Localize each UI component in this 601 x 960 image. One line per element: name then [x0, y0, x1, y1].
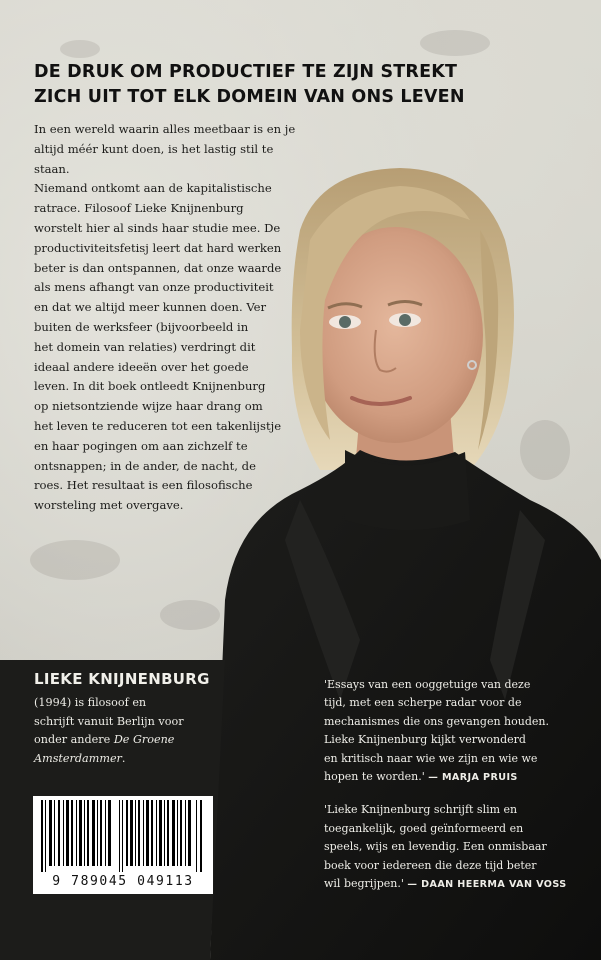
description-line: roes. Het resultaat is een filosofische: [34, 478, 253, 493]
publication-name: Amsterdammer: [34, 751, 122, 765]
quote-line: en kritisch naar wie we zijn en wie we: [324, 751, 538, 765]
quote-line: Lieke Knijnenburg kijkt verwonderd: [324, 733, 526, 747]
author-bio-line: [34, 731, 239, 750]
description-line: buiten de werksfeer (bijvoorbeeld in: [34, 319, 249, 334]
quote-attribution: — DAAN HEERMA VAN VOSS: [407, 879, 567, 891]
author-bio-line: schrijft vanuit Berlijn voor: [34, 714, 184, 728]
barcode-bars: [33, 796, 213, 874]
quote-line: boek voor iedereen die deze tijd beter: [324, 858, 537, 872]
quote-text: wil begrijpen.': [324, 877, 404, 891]
author-bio-line: [34, 750, 239, 769]
description-line: productiviteitsfetisj leert dat hard werken: [34, 240, 282, 255]
description-line: altijd méér kunt doen, is het lastig stil te staan.: [34, 141, 274, 176]
quote-line: 'Lieke Knijnenburg schrijft slim en: [324, 803, 518, 817]
description-line: ideaal andere ideeën over het goede: [34, 359, 249, 374]
description-line: en dat we altijd meer kunnen doen. Ver: [34, 300, 267, 315]
quote-line: toegankelijk, goed geïnformeerd en: [324, 821, 524, 835]
description-line: leven. In dit boek ontleedt Knijnenburg: [34, 379, 266, 394]
quote-text: hopen te worden.': [324, 770, 425, 784]
review-quote: [324, 676, 574, 787]
author-name: LIEKE KNIJNENBURG: [34, 670, 210, 688]
isbn-barcode: [33, 796, 213, 894]
description-line: beter is dan ontspannen, dat onze waarde: [34, 260, 282, 275]
isbn-number: 9 789045 049113: [52, 874, 194, 889]
review-quotes: [324, 676, 574, 908]
description-line: ratrace. Filosoof Lieke Knijnenburg: [34, 201, 244, 216]
headline-line: DE DRUK OM PRODUCTIEF TE ZIJN STREKT: [34, 62, 458, 82]
description-line: worstelt hier al sinds haar studie mee. De: [34, 220, 281, 235]
author-bio-period: .: [121, 751, 126, 765]
description-line: het leven te reduceren tot een takenlijstje: [34, 418, 282, 433]
publication-name: De Groene: [113, 733, 175, 746]
description-line: als mens afhangt van onze productiviteit: [34, 280, 274, 295]
description-line: Niemand ontkomt aan de kapitalistische: [34, 181, 272, 196]
description-line: het domein van relaties) verdringt dit: [34, 339, 256, 354]
book-description: [34, 120, 296, 516]
quote-line: [324, 875, 574, 894]
author-bio-prefix: onder andere: [34, 733, 114, 746]
quote-attribution: — MARJA PRUIS: [428, 772, 518, 784]
review-quote: [324, 801, 574, 894]
headline: [34, 60, 574, 110]
description-line: op nietsontziende wijze haar drang om: [34, 399, 263, 414]
headline-line: ZICH UIT TOT ELK DOMEIN VAN ONS LEVEN: [34, 87, 465, 107]
description-line: In een wereld waarin alles meetbaar is en je: [34, 122, 296, 136]
description-line: en haar pogingen om aan zichzelf te: [34, 438, 248, 453]
description-line: worsteling met overgave.: [34, 498, 184, 513]
quote-line: [324, 768, 574, 787]
quote-line: mechanismes die ons gevangen houden.: [324, 714, 549, 728]
quote-line: 'Essays van een ooggetuige van deze: [324, 678, 531, 691]
author-bio: [34, 694, 239, 768]
quote-line: speels, wijs en levendig. Een onmisbaar: [324, 840, 547, 854]
quote-line: tijd, met een scherpe radar voor de: [324, 696, 522, 710]
description-line: ontsnappen; in de ander, de nacht, de: [34, 458, 256, 473]
author-bio-line: (1994) is filosoof en: [34, 696, 147, 709]
